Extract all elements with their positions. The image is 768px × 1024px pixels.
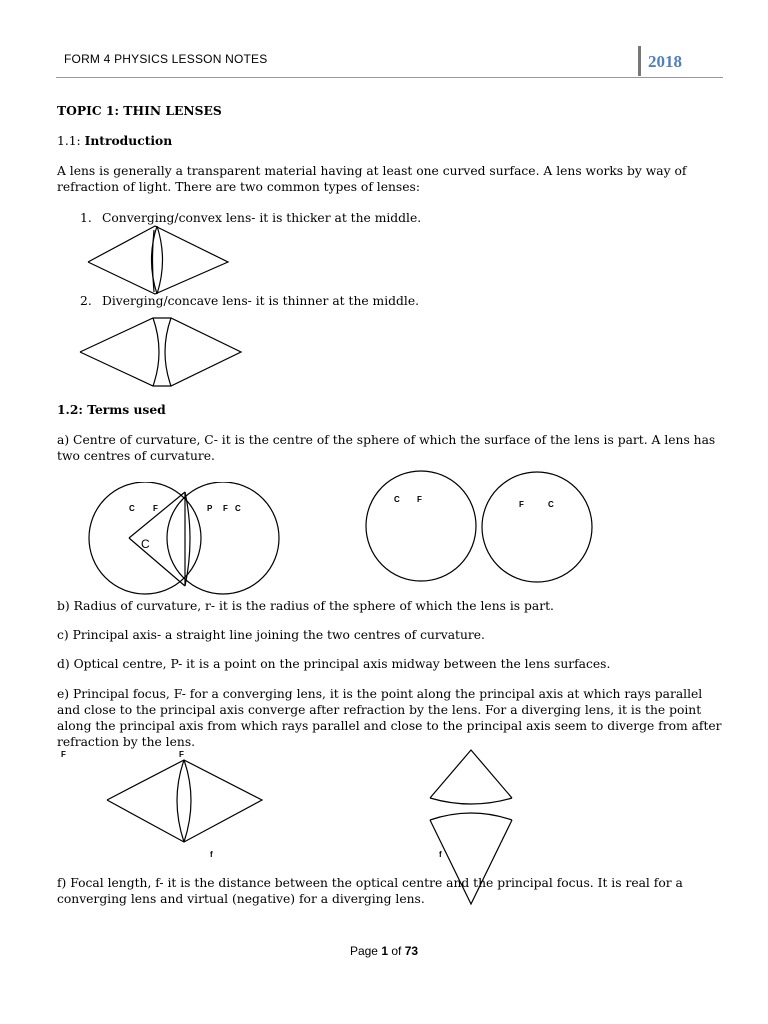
label-centre-c: C (141, 537, 150, 551)
intro-paragraph: A lens is generally a transparent material having at least one curved surface. A lens works by way of refraction of light. There are two common types of lenses: (57, 164, 687, 194)
term-radius-of-curvature: b) Radius of curvature, r- it is the radius of the sphere of which the lens is part. (57, 599, 554, 613)
terms-heading: 1.2: Terms used (57, 402, 166, 417)
footer-prefix: Page (349, 944, 382, 958)
label-f-small: f (210, 850, 213, 859)
list-number: 1. (80, 211, 92, 225)
intro-heading (57, 133, 725, 149)
term-principal-axis: c) Principal axis- a straight line joining the two centres of curvature. (57, 628, 485, 642)
intro-heading-text: Introduction (84, 133, 173, 148)
term-focal-length: f) Focal length, f- it is the distance between the optical centre and the principal focus. It is real for a converging lens and virtual (negative) for a diverging lens. (57, 876, 683, 906)
label-c: C (548, 500, 554, 509)
topic-title: TOPIC 1: THIN LENSES (57, 103, 222, 118)
label-c: C (235, 504, 241, 513)
label-f: F (61, 750, 66, 759)
label-f: F (519, 500, 524, 509)
footer-middle: of (388, 944, 405, 958)
convex-lens-diagram (80, 222, 240, 298)
page-footer (0, 944, 768, 958)
term-optical-centre: d) Optical centre, P- it is a point on the principal axis midway between the lens surfaces. (57, 657, 611, 671)
header-title: FORM 4 PHYSICS LESSON NOTES (64, 52, 268, 66)
diverging-curvature-diagram (365, 470, 601, 586)
label-p: P (207, 504, 213, 513)
list-text: Converging/convex lens- it is thicker at the middle. (102, 211, 422, 225)
concave-lens-diagram (75, 314, 247, 390)
label-f: F (417, 495, 422, 504)
label-c: C (129, 504, 135, 513)
term-centre-of-curvature: a) Centre of curvature, C- it is the centre of the sphere of which the surface of the lens is part. A lens has two centres of curvature. (57, 433, 716, 463)
list-number: 2. (80, 294, 92, 308)
list-item (80, 293, 680, 309)
term-principal-focus: e) Principal focus, F- for a converging lens, it is the point along the principal axis at which rays parallel and close to the principal axis converge after refraction by the lens. For a diverging lens, it is the point along the principal axis from which rays parallel and close to the principal axis seem to diverge from after refraction by the lens. (57, 687, 722, 749)
intro-number: 1.1: (57, 134, 85, 148)
label-c: C (394, 495, 400, 504)
header-divider (638, 46, 641, 76)
converging-focus-diagram (100, 758, 270, 848)
label-f: F (223, 504, 228, 513)
label-f: F (153, 504, 158, 513)
footer-page: 1 (381, 944, 388, 958)
list-text: Diverging/concave lens- it is thinner at the middle. (102, 294, 420, 308)
label-f-small: f (439, 850, 442, 859)
footer-total: 73 (404, 944, 419, 958)
header-rule (56, 77, 723, 78)
converging-curvature-diagram (85, 482, 285, 598)
label-f: F (179, 750, 184, 759)
header-year: 2018 (648, 52, 682, 71)
